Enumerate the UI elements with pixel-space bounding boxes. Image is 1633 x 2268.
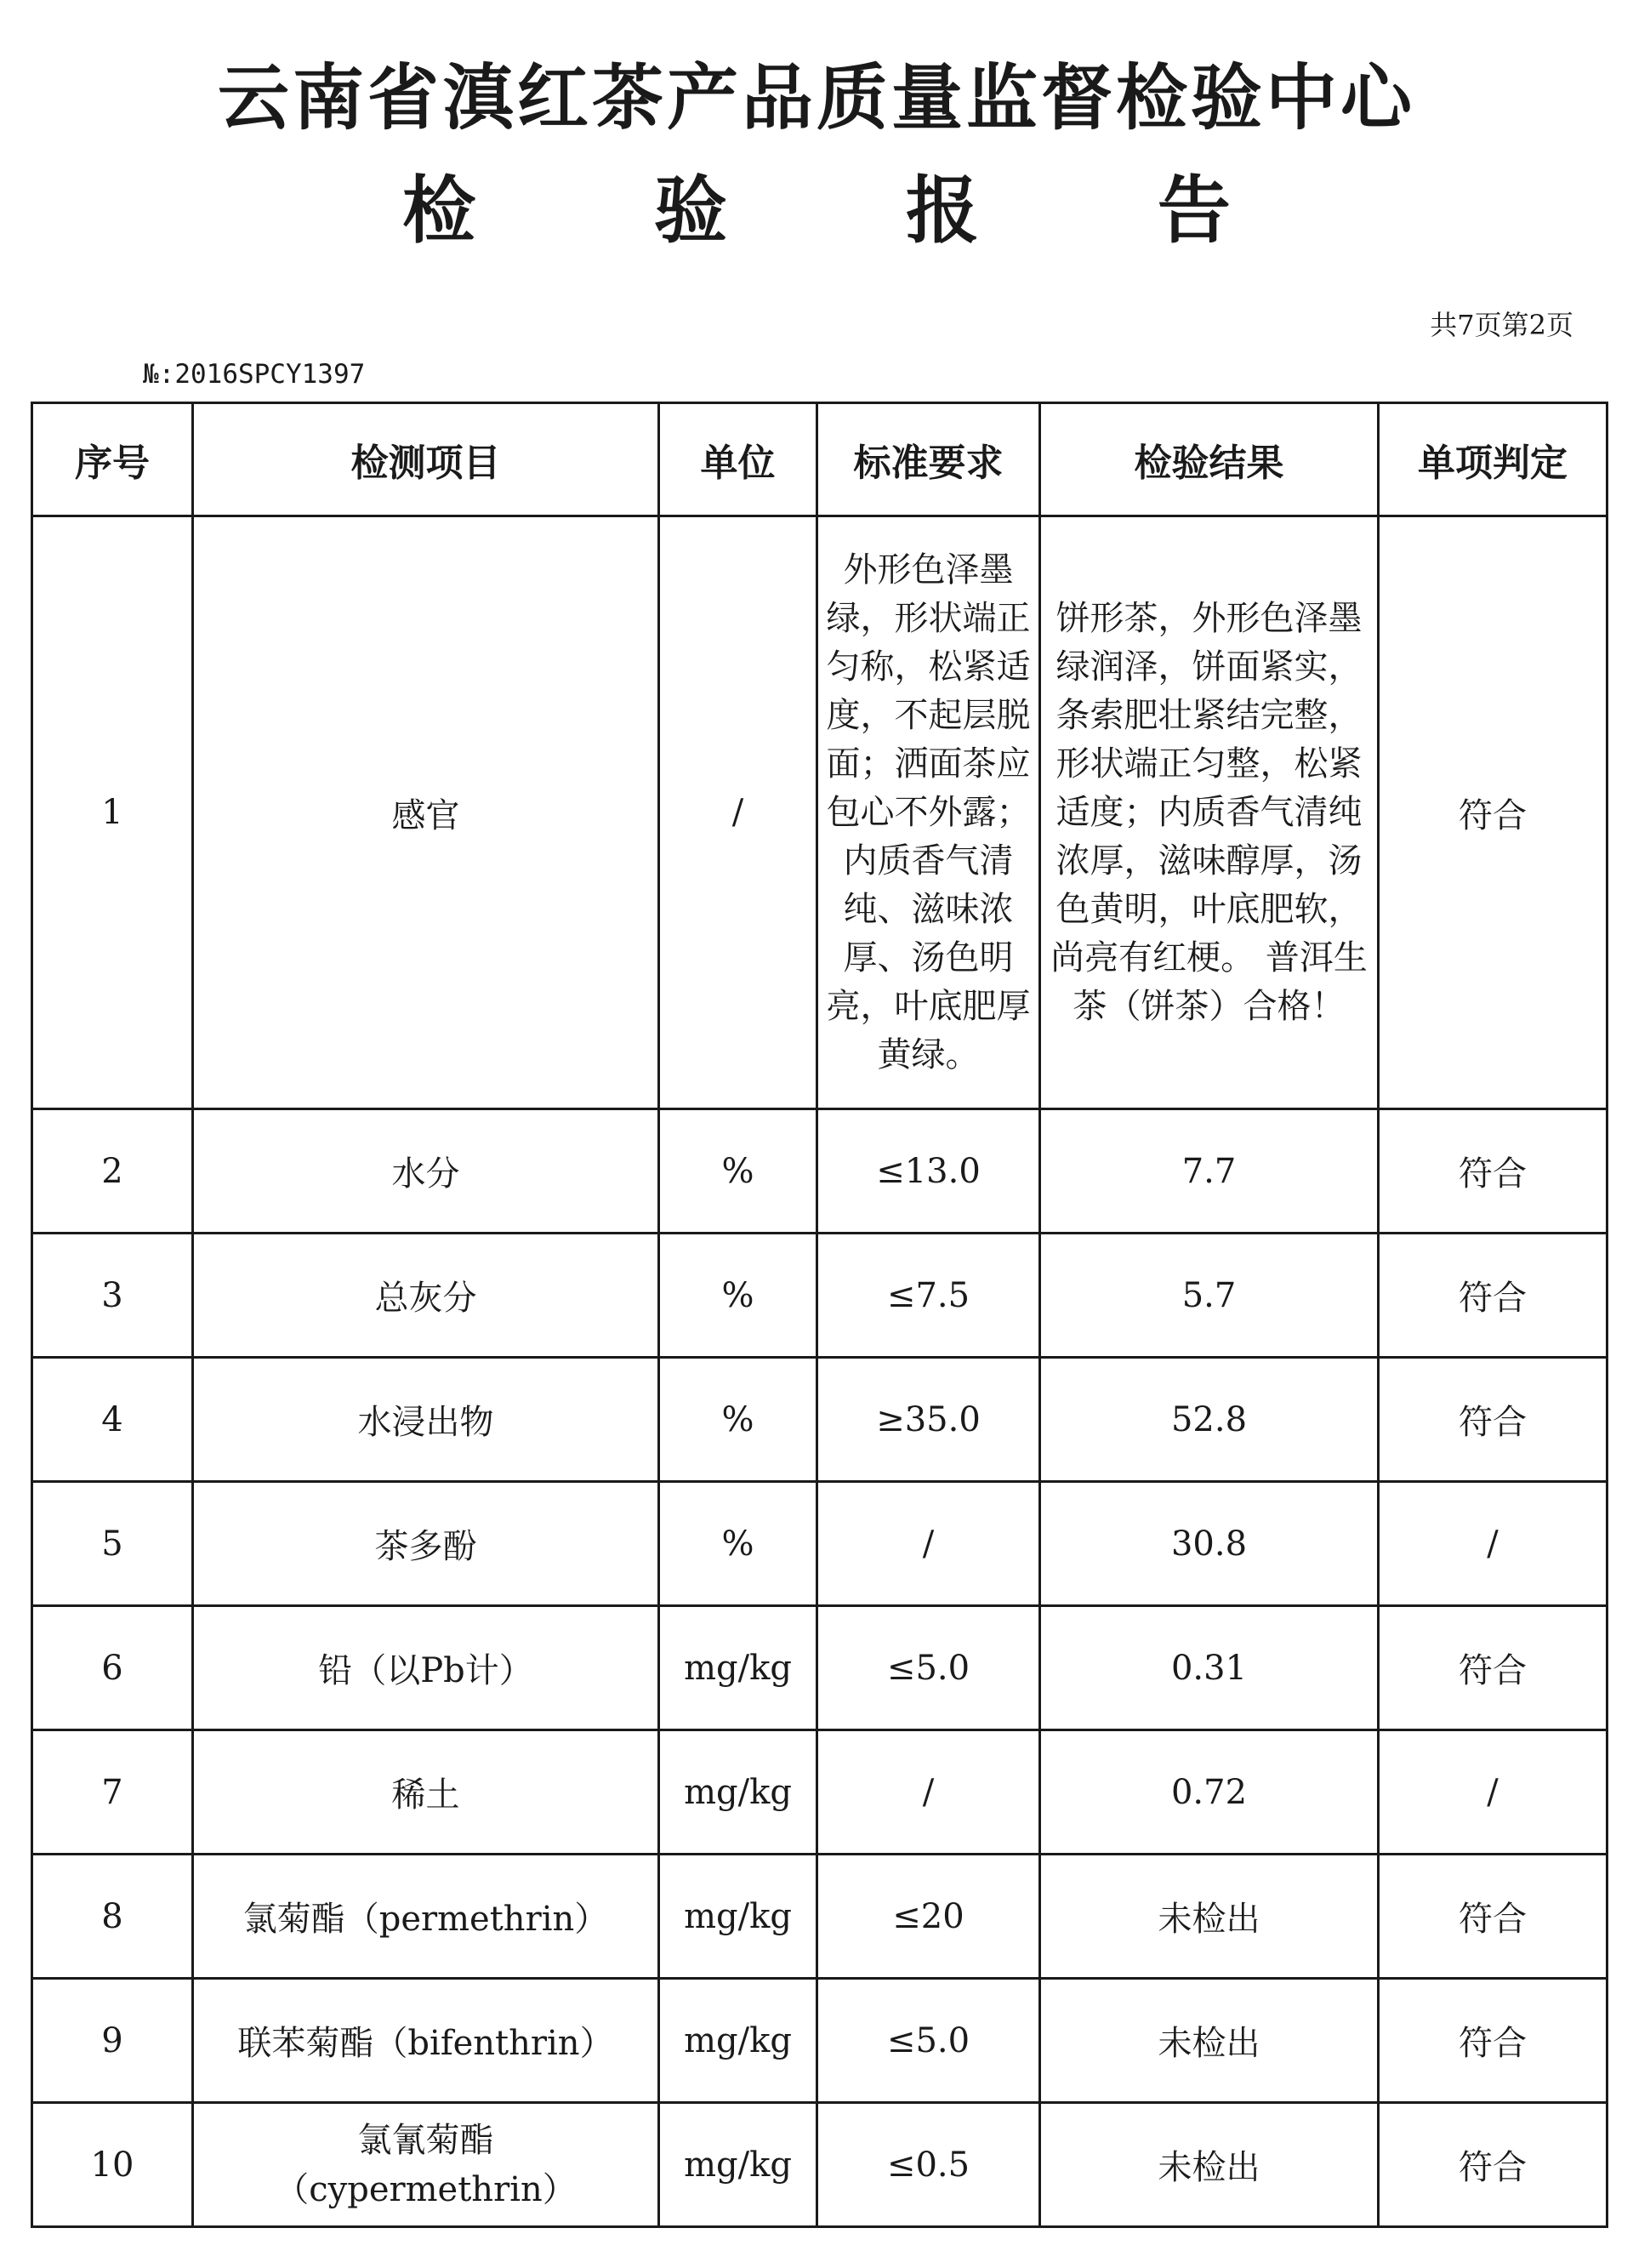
cell-judgement: 符合 xyxy=(1379,516,1607,1109)
cell-no: 2 xyxy=(32,1109,193,1234)
cell-item-line1: 氯氰菊酯 xyxy=(357,2120,494,2160)
cell-unit: % xyxy=(659,1358,817,1482)
cell-unit: mg/kg xyxy=(659,1979,817,2103)
cell-item: 茶多酚 xyxy=(193,1482,659,1606)
cell-judgement: 符合 xyxy=(1379,1109,1607,1234)
page-info: 共7页第2页 xyxy=(1430,309,1573,341)
table-row xyxy=(32,1730,1607,1855)
cell-item: 水分 xyxy=(193,1109,659,1234)
cell-unit: mg/kg xyxy=(659,1606,817,1730)
cell-result: 52.8 xyxy=(1040,1358,1379,1482)
cell-no: 5 xyxy=(32,1482,193,1606)
cell-result: 30.8 xyxy=(1040,1482,1379,1606)
cell-standard: ≥35.0 xyxy=(817,1358,1040,1482)
cell-judgement: 符合 xyxy=(1379,2103,1607,2227)
table-row xyxy=(32,1234,1607,1358)
cell-no: 7 xyxy=(32,1730,193,1855)
cell-standard: ≤0.5 xyxy=(817,2103,1040,2227)
table-row xyxy=(32,1979,1607,2103)
cell-unit: % xyxy=(659,1482,817,1606)
cell-standard: ≤5.0 xyxy=(817,1606,1040,1730)
cell-result: 0.31 xyxy=(1040,1606,1379,1730)
cell-item xyxy=(193,2103,659,2227)
col-header-unit: 单位 xyxy=(659,403,817,516)
cell-judgement: / xyxy=(1379,1730,1607,1855)
col-header-standard: 标准要求 xyxy=(817,403,1040,516)
cell-item: 铅（以Pb计） xyxy=(193,1606,659,1730)
cell-unit: % xyxy=(659,1234,817,1358)
table-header-row xyxy=(32,403,1607,516)
col-header-item: 检测项目 xyxy=(193,403,659,516)
cell-no: 6 xyxy=(32,1606,193,1730)
col-header-result: 检验结果 xyxy=(1040,403,1379,516)
cell-judgement: 符合 xyxy=(1379,1855,1607,1979)
cell-item: 水浸出物 xyxy=(193,1358,659,1482)
cell-unit: mg/kg xyxy=(659,2103,817,2227)
table-row xyxy=(32,1855,1607,1979)
cell-standard: / xyxy=(817,1730,1040,1855)
cell-no: 4 xyxy=(32,1358,193,1482)
center-title: 云南省滇红茶产品质量监督检验中心 xyxy=(217,56,1415,140)
cell-no: 9 xyxy=(32,1979,193,2103)
cell-judgement: 符合 xyxy=(1379,1979,1607,2103)
cell-no: 8 xyxy=(32,1855,193,1979)
cell-result: 未检出 xyxy=(1040,1855,1379,1979)
cell-item: 总灰分 xyxy=(193,1234,659,1358)
cell-unit: mg/kg xyxy=(659,1730,817,1855)
cell-standard: ≤13.0 xyxy=(817,1109,1040,1234)
table-row xyxy=(32,2103,1607,2227)
cell-judgement: / xyxy=(1379,1482,1607,1606)
col-header-no: 序号 xyxy=(32,403,193,516)
cell-item: 联苯菊酯（bifenthrin） xyxy=(193,1979,659,2103)
cell-result: 未检出 xyxy=(1040,2103,1379,2227)
inspection-table xyxy=(31,402,1608,2228)
table-row xyxy=(32,1606,1607,1730)
cell-result: 0.72 xyxy=(1040,1730,1379,1855)
report-number: №:2016SPCY1397 xyxy=(143,359,366,390)
cell-standard: / xyxy=(817,1482,1040,1606)
col-header-judgement: 单项判定 xyxy=(1379,403,1607,516)
cell-no: 1 xyxy=(32,516,193,1109)
cell-result: 5.7 xyxy=(1040,1234,1379,1358)
cell-result: 未检出 xyxy=(1040,1979,1379,2103)
cell-item-line2: （cypermethrin） xyxy=(275,2169,577,2209)
cell-standard: ≤5.0 xyxy=(817,1979,1040,2103)
cell-item: 氯菊酯（permethrin） xyxy=(193,1855,659,1979)
cell-unit: mg/kg xyxy=(659,1855,817,1979)
cell-result: 饼形茶，外形色泽墨绿润泽，饼面紧实，条索肥壮紧结完整，形状端正匀整，松紧适度；内质香气清纯浓厚，滋味醇厚，汤色黄明，叶底肥软，尚亮有红梗。 普洱生茶（饼茶）合格！ xyxy=(1040,516,1379,1109)
report-title: 检 验 报 告 xyxy=(402,168,1307,254)
cell-judgement: 符合 xyxy=(1379,1234,1607,1358)
table-row xyxy=(32,1358,1607,1482)
cell-no: 3 xyxy=(32,1234,193,1358)
cell-judgement: 符合 xyxy=(1379,1358,1607,1482)
cell-result: 7.7 xyxy=(1040,1109,1379,1234)
cell-standard: ≤7.5 xyxy=(817,1234,1040,1358)
cell-judgement: 符合 xyxy=(1379,1606,1607,1730)
cell-item: 感官 xyxy=(193,516,659,1109)
cell-standard: ≤20 xyxy=(817,1855,1040,1979)
table-row xyxy=(32,516,1607,1109)
cell-no: 10 xyxy=(32,2103,193,2227)
cell-standard: 外形色泽墨绿，形状端正匀称，松紧适度，不起层脱面；洒面茶应包心不外露；内质香气清纯、滋味浓厚、汤色明亮，叶底肥厚黄绿。 xyxy=(817,516,1040,1109)
table-row xyxy=(32,1482,1607,1606)
table-row xyxy=(32,1109,1607,1234)
cell-item: 稀土 xyxy=(193,1730,659,1855)
cell-unit: / xyxy=(659,516,817,1109)
cell-unit: % xyxy=(659,1109,817,1234)
